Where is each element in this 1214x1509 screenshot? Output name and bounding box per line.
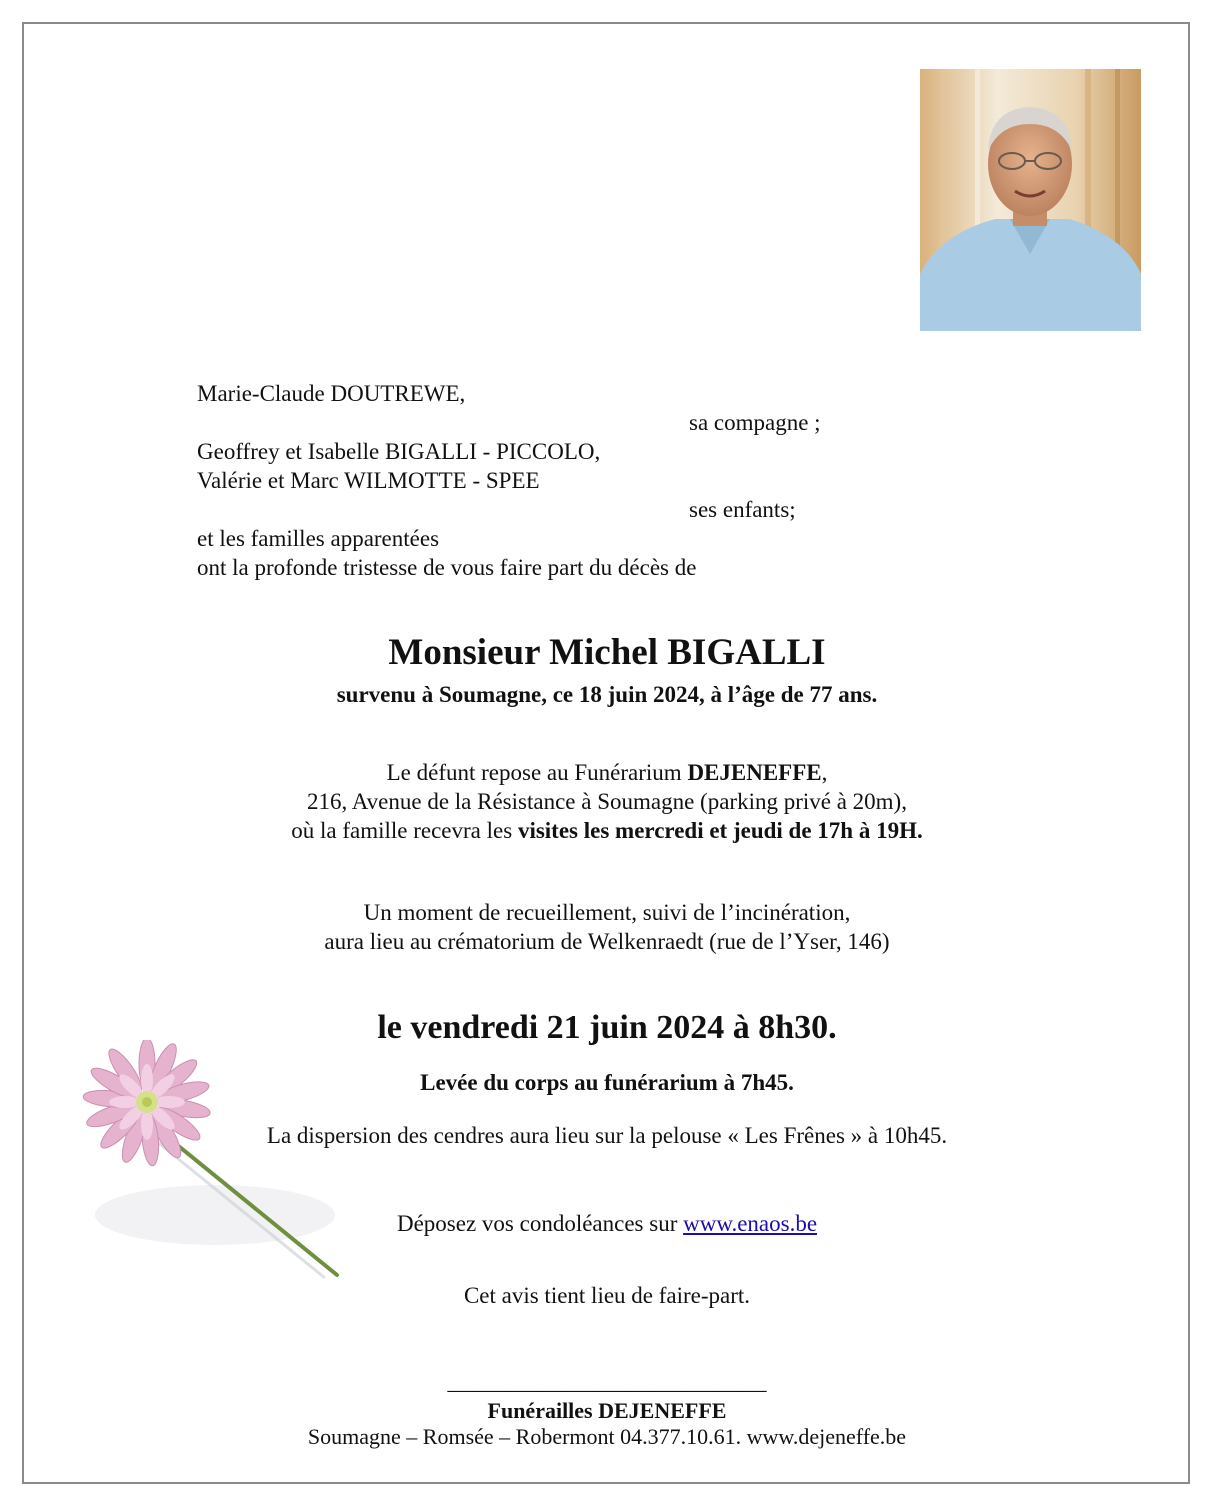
announcement-text: ont la profonde tristesse de vous faire part du décès de (197, 555, 697, 580)
family-child-2: Valérie et Marc WILMOTTE - SPEE (197, 468, 540, 493)
funerarium-name: DEJENEFFE (687, 760, 822, 785)
viewing-line-1 (0, 758, 1214, 787)
footer-contact: Soumagne – Romsée – Robermont 04.377.10.61. www.dejeneffe.be (307, 1424, 907, 1449)
family-relatives: et les familles apparentées (197, 526, 440, 551)
condolences-link[interactable]: www.enaos.be (683, 1211, 818, 1236)
body-removal: Levée du corps au funérarium à 7h45. (420, 1070, 794, 1095)
viewing-address: 216, Avenue de la Résistance à Soumagne (parking privé à 20m), (307, 789, 907, 814)
family-role-partner: sa compagne ; (689, 410, 821, 435)
ceremony-line-1: Un moment de recueillement, suivi de l’incinération, (363, 900, 851, 925)
portrait-photo (920, 69, 1141, 331)
family-role-children: ses enfants; (689, 497, 796, 522)
ceremony-location: aura lieu au crématorium de Welkenraedt (rue de l’Yser, 146) (324, 929, 890, 954)
viewing-text: Le défunt repose au Funérarium (386, 760, 688, 785)
footer-company: Funérailles DEJENEFFE (487, 1398, 727, 1423)
viewing-punct: , (821, 760, 828, 785)
visiting-hours: visites les mercredi et jeudi de 17h à 19H. (517, 818, 923, 843)
deceased-name: Monsieur Michel BIGALLI (388, 632, 826, 673)
ceremony-date: le vendredi 21 juin 2024 à 8h30. (377, 1009, 837, 1046)
viewing-text-3: où la famille recevra les (291, 818, 518, 843)
footer-rule: _____________________________ (447, 1369, 767, 1394)
family-partner: Marie-Claude DOUTREWE, (197, 381, 466, 406)
condolences-text: Déposez vos condoléances sur (396, 1211, 684, 1236)
family-child-1: Geoffrey et Isabelle BIGALLI - PICCOLO, (197, 439, 601, 464)
notice-text: Cet avis tient lieu de faire-part. (463, 1283, 751, 1308)
flower-illustration (75, 1040, 355, 1290)
deceased-details: survenu à Soumagne, ce 18 juin 2024, à l’âge de 77 ans. (336, 682, 878, 707)
ashes-dispersion: La dispersion des cendres aura lieu sur la pelouse « Les Frênes » à 10h45. (266, 1123, 948, 1148)
viewing-line-3 (0, 816, 1214, 845)
